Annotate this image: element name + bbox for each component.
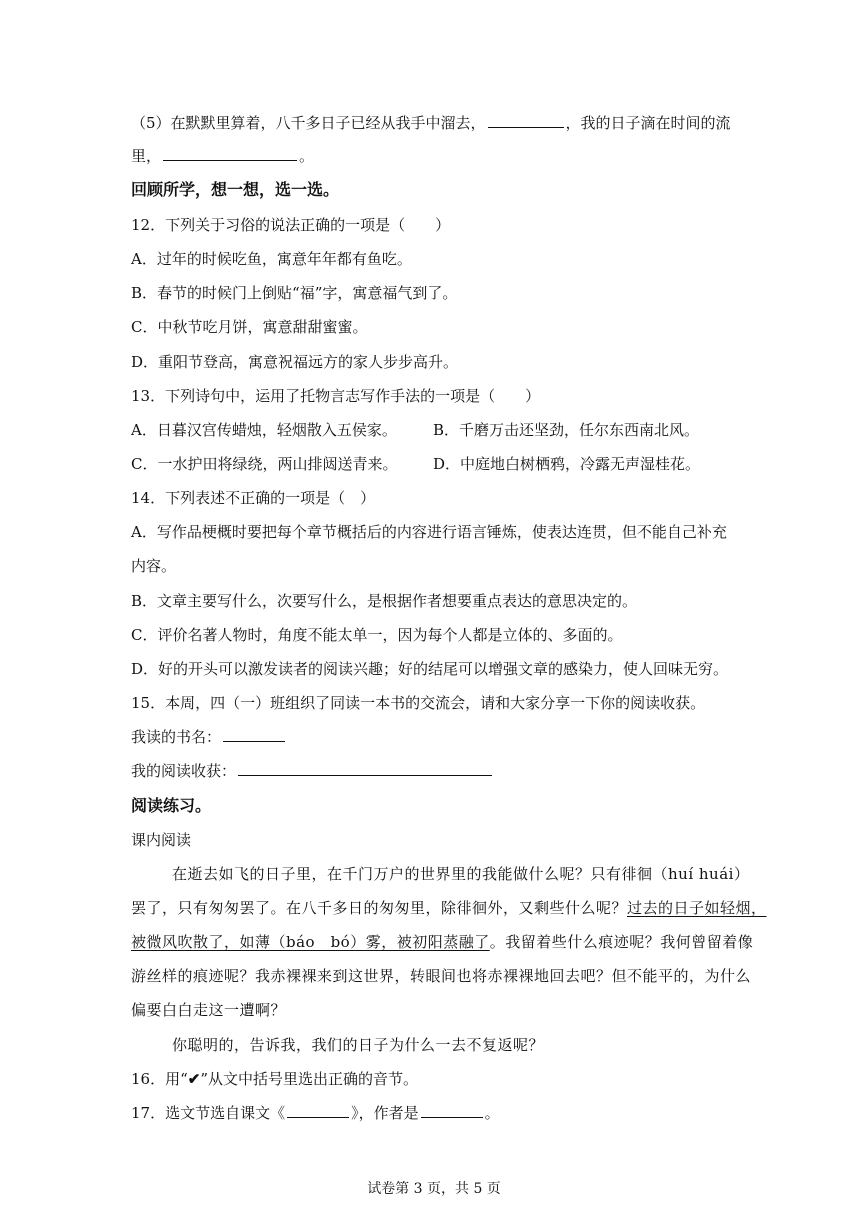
q12-option-a[interactable]: A．过年的时候吃鱼，寓意年年都有鱼吃。 [131, 250, 412, 268]
passage-line-1: 在逝去如飞的日子里，在千门万户的世界里的我能做什么呢？只有徘徊（huí huái） [172, 865, 750, 883]
q16-stem [131, 1069, 418, 1089]
reading-gain-blank[interactable] [238, 761, 492, 776]
q15-gain-row [131, 761, 494, 781]
q11-5-line1 [131, 113, 731, 133]
lesson-title-blank[interactable] [287, 1103, 349, 1118]
passage-line-2 [131, 898, 767, 918]
q13-option-a[interactable]: A．日暮汉宫传蜡烛，轻烟散入五侯家。 [131, 421, 397, 439]
q14-option-d[interactable]: D．好的开头可以激发读者的阅读兴趣；好的结尾可以增强文章的感染力，使人回味无穷。 [131, 660, 729, 678]
passage-line-5: 偏要白白走这一遭啊？ [131, 1001, 287, 1019]
q14-option-c[interactable]: C．评价名著人物时，角度不能太单一，因为每个人都是立体的、多面的。 [131, 626, 623, 644]
q17-text-a: 17．选文节选自课文《 [131, 1104, 286, 1122]
q12-option-c[interactable]: C．中秋节吃月饼，寓意甜甜蜜蜜。 [131, 318, 368, 336]
passage-line-3 [131, 932, 753, 952]
section-heading-reading: 阅读练习。 [131, 796, 212, 815]
q14-option-a-cont: 内容。 [131, 557, 177, 575]
q13-stem: 13．下列诗句中，运用了托物言志写作手法的一项是（ ） [131, 387, 541, 405]
author-blank[interactable] [421, 1103, 483, 1118]
answer-blank[interactable] [488, 113, 564, 128]
q15-book-row [131, 727, 287, 747]
book-title-label: 我读的书名： [131, 728, 222, 746]
passage-text: 罢了，只有匆匆罢了。在八千多日的匆匆里，除徘徊外，又剩些什么呢？ [131, 899, 628, 917]
answer-blank[interactable] [163, 146, 297, 161]
q15-stem: 15．本周，四（一）班组织了同读一本书的交流会，请和大家分享一下你的阅读收获。 [131, 694, 706, 712]
q11-5-line2 [131, 146, 314, 166]
q14-stem: 14．下列表述不正确的一项是（ ） [131, 489, 376, 507]
q11-5-text-d: 。 [299, 147, 315, 165]
passage-paragraph-2: 你聪明的，告诉我，我们的日子为什么一去不复返呢？ [172, 1036, 545, 1054]
q16-text-b: ”从文中括号里选出正确的音节。 [200, 1070, 419, 1088]
underlined-sentence: 被微风吹散了，如薄（báo bó）雾，被初阳蒸融了 [131, 933, 490, 951]
passage-line-4: 游丝样的痕迹呢？我赤裸裸来到这世界，转眼间也将赤裸裸地回去吧？但不能平的，为什么 [131, 967, 752, 985]
underlined-sentence: 过去的日子如轻烟， [627, 899, 767, 917]
q16-text-a: 16．用“ [131, 1070, 188, 1088]
reading-gain-label: 我的阅读收获： [131, 762, 237, 780]
q12-option-b[interactable]: B．春节的时候门上倒贴“福”字，寓意福气到了。 [131, 284, 458, 302]
q11-5-text-c: 里， [131, 147, 162, 165]
q13-option-b[interactable]: B．千磨万击还坚劲，任尔东西南北风。 [433, 421, 700, 439]
q12-option-d[interactable]: D．重阳节登高，寓意祝福远方的家人步步高升。 [131, 353, 459, 371]
book-title-blank[interactable] [223, 727, 285, 742]
q13-options-row1 [131, 420, 731, 440]
passage-text: 。我留着些什么痕迹呢？我何曾留着像 [489, 933, 754, 951]
checkmark-icon: ✔ [187, 1070, 201, 1088]
q13-options-row2 [131, 454, 731, 474]
q17-stem [131, 1103, 500, 1123]
q13-option-c[interactable]: C．一水护田将绿绕，两山排闼送青来。 [131, 455, 398, 473]
q11-5-text-b: ，我的日子滴在时间的流 [565, 114, 731, 132]
q11-5-text-a: （5）在默默里算着，八千多日子已经从我手中溜去， [131, 114, 486, 132]
q17-text-b: 》，作者是 [351, 1104, 419, 1122]
q14-option-b[interactable]: B．文章主要写什么，次要写什么，是根据作者想要重点表达的意思决定的。 [131, 592, 638, 610]
q14-option-a[interactable]: A．写作品梗概时要把每个章节概括后的内容进行语言锤炼，使表达连贯，但不能自己补充 [131, 523, 727, 541]
q13-option-d[interactable]: D．中庭地白树栖鸦，冷露无声湿桂花。 [433, 455, 701, 473]
q17-text-c: 。 [484, 1104, 500, 1122]
subsection-label: 课内阅读 [131, 831, 192, 849]
page-footer: 试卷第 3 页，共 5 页 [367, 1181, 501, 1197]
q12-stem: 12．下列关于习俗的说法正确的一项是（ ） [131, 216, 451, 234]
section-heading-review: 回顾所学，想一想，选一选。 [131, 180, 340, 199]
